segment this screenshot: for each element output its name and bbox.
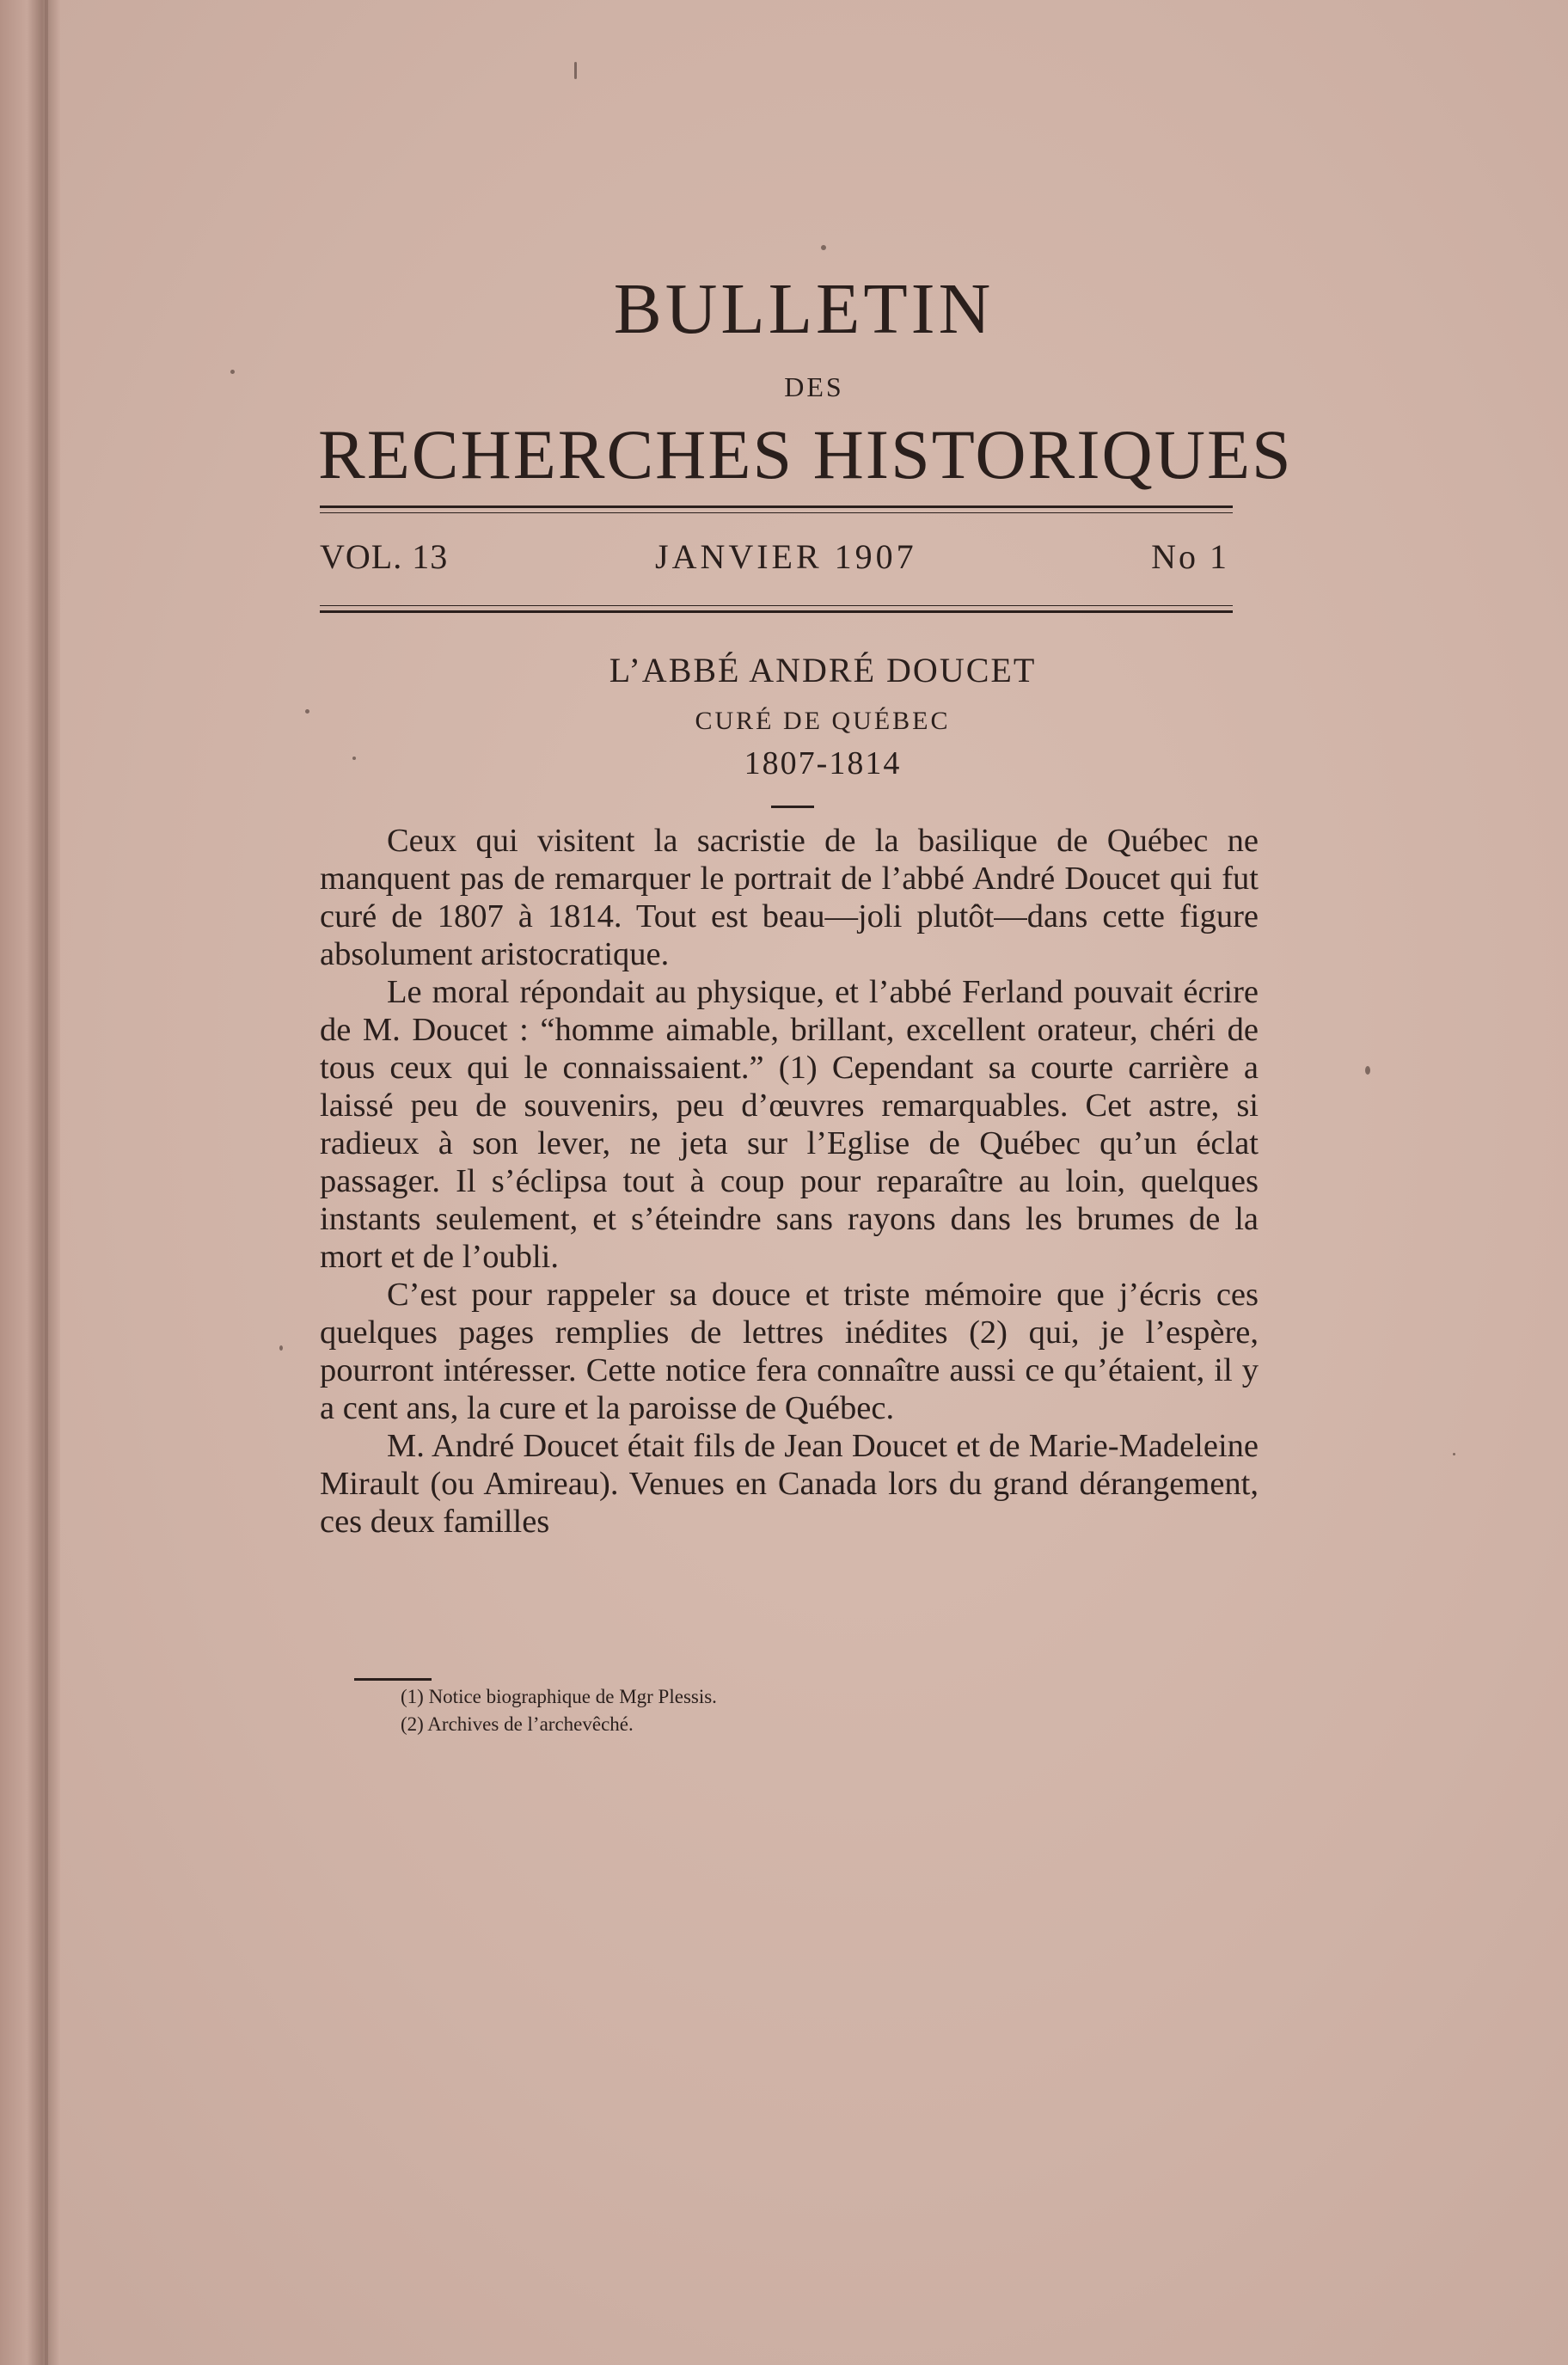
footnote-1: (1) Notice biographique de Mgr Plessis.	[401, 1686, 717, 1707]
issue-line	[320, 538, 1233, 576]
issue-rule-thick	[320, 610, 1233, 613]
paper-speck	[574, 62, 577, 79]
paragraph: M. André Doucet était fils de Jean Doucet et de Marie-Madeleine Mirault (ou Amireau). Venues en Canada lors du grand dérangement, ces deux familles	[320, 1428, 1259, 1540]
book-binding-edge	[0, 0, 60, 2365]
footnote-2: (2) Archives de l’archevêché.	[401, 1713, 634, 1735]
paper-speck	[821, 245, 826, 250]
issue-volume: VOL. 13	[320, 537, 449, 576]
footnote-rule	[354, 1678, 432, 1681]
paragraph: Ceux qui visitent la sacristie de la basilique de Québec ne manquent pas de remarquer le portrait de l’abbé André Doucet qui fut curé de 1807 à 1814. Tout est beau—joli plutôt—dans cette figure absolument aristocratique.	[320, 823, 1259, 972]
article-subtitle: CURÉ DE QUÉBEC	[695, 707, 951, 735]
masthead-rule-thin	[320, 512, 1233, 513]
paper-speck	[1365, 1066, 1370, 1075]
binding-fold-line	[45, 0, 48, 2365]
issue-rule-thin	[320, 605, 1233, 606]
article-title: L’ABBÉ ANDRÉ DOUCET	[609, 651, 1037, 689]
paper-speck	[279, 1345, 283, 1351]
paragraph: C’est pour rappeler sa douce et triste mémoire que j’écris ces quelques pages remplies de lettres inédites (2) qui, je l’espère, pourront intéresser. Cette notice fera connaître aussi ce qu’étaient, il y a cent ans, la cure et la paroisse de Québec.	[320, 1277, 1259, 1426]
issue-date: JANVIER 1907	[655, 537, 917, 576]
title-separator-rule	[771, 806, 814, 808]
masthead-title: BULLETIN	[613, 269, 995, 349]
footnotes	[401, 1683, 1174, 1738]
masthead-subtitle: RECHERCHES HISTORIQUES	[318, 415, 1293, 493]
masthead-des: DES	[784, 371, 844, 402]
issue-number: No 1	[1151, 537, 1229, 576]
article-years: 1807-1814	[744, 745, 902, 781]
paper-speck	[1453, 1453, 1455, 1455]
masthead-rule-thick	[320, 505, 1233, 508]
article-body	[320, 822, 1259, 1541]
paragraph: Le moral répondait au physique, et l’abbé Ferland pouvait écrire de M. Doucet : “homme aimable, brillant, excellent orateur, chéri de tous ceux qui le connaissaient.” (1) Cependant sa courte carrière a laissé peu de souvenirs, peu d’œuvres remarquables. Cet astre, si radieux à son lever, ne jeta sur l’Eglise de Québec qu’un éclat passager. Il s’éclipsa tout à coup pour reparaître au loin, quelques instants seulement, et s’éteindre sans rayons dans les brumes de la mort et de l’oubli.	[320, 974, 1259, 1275]
